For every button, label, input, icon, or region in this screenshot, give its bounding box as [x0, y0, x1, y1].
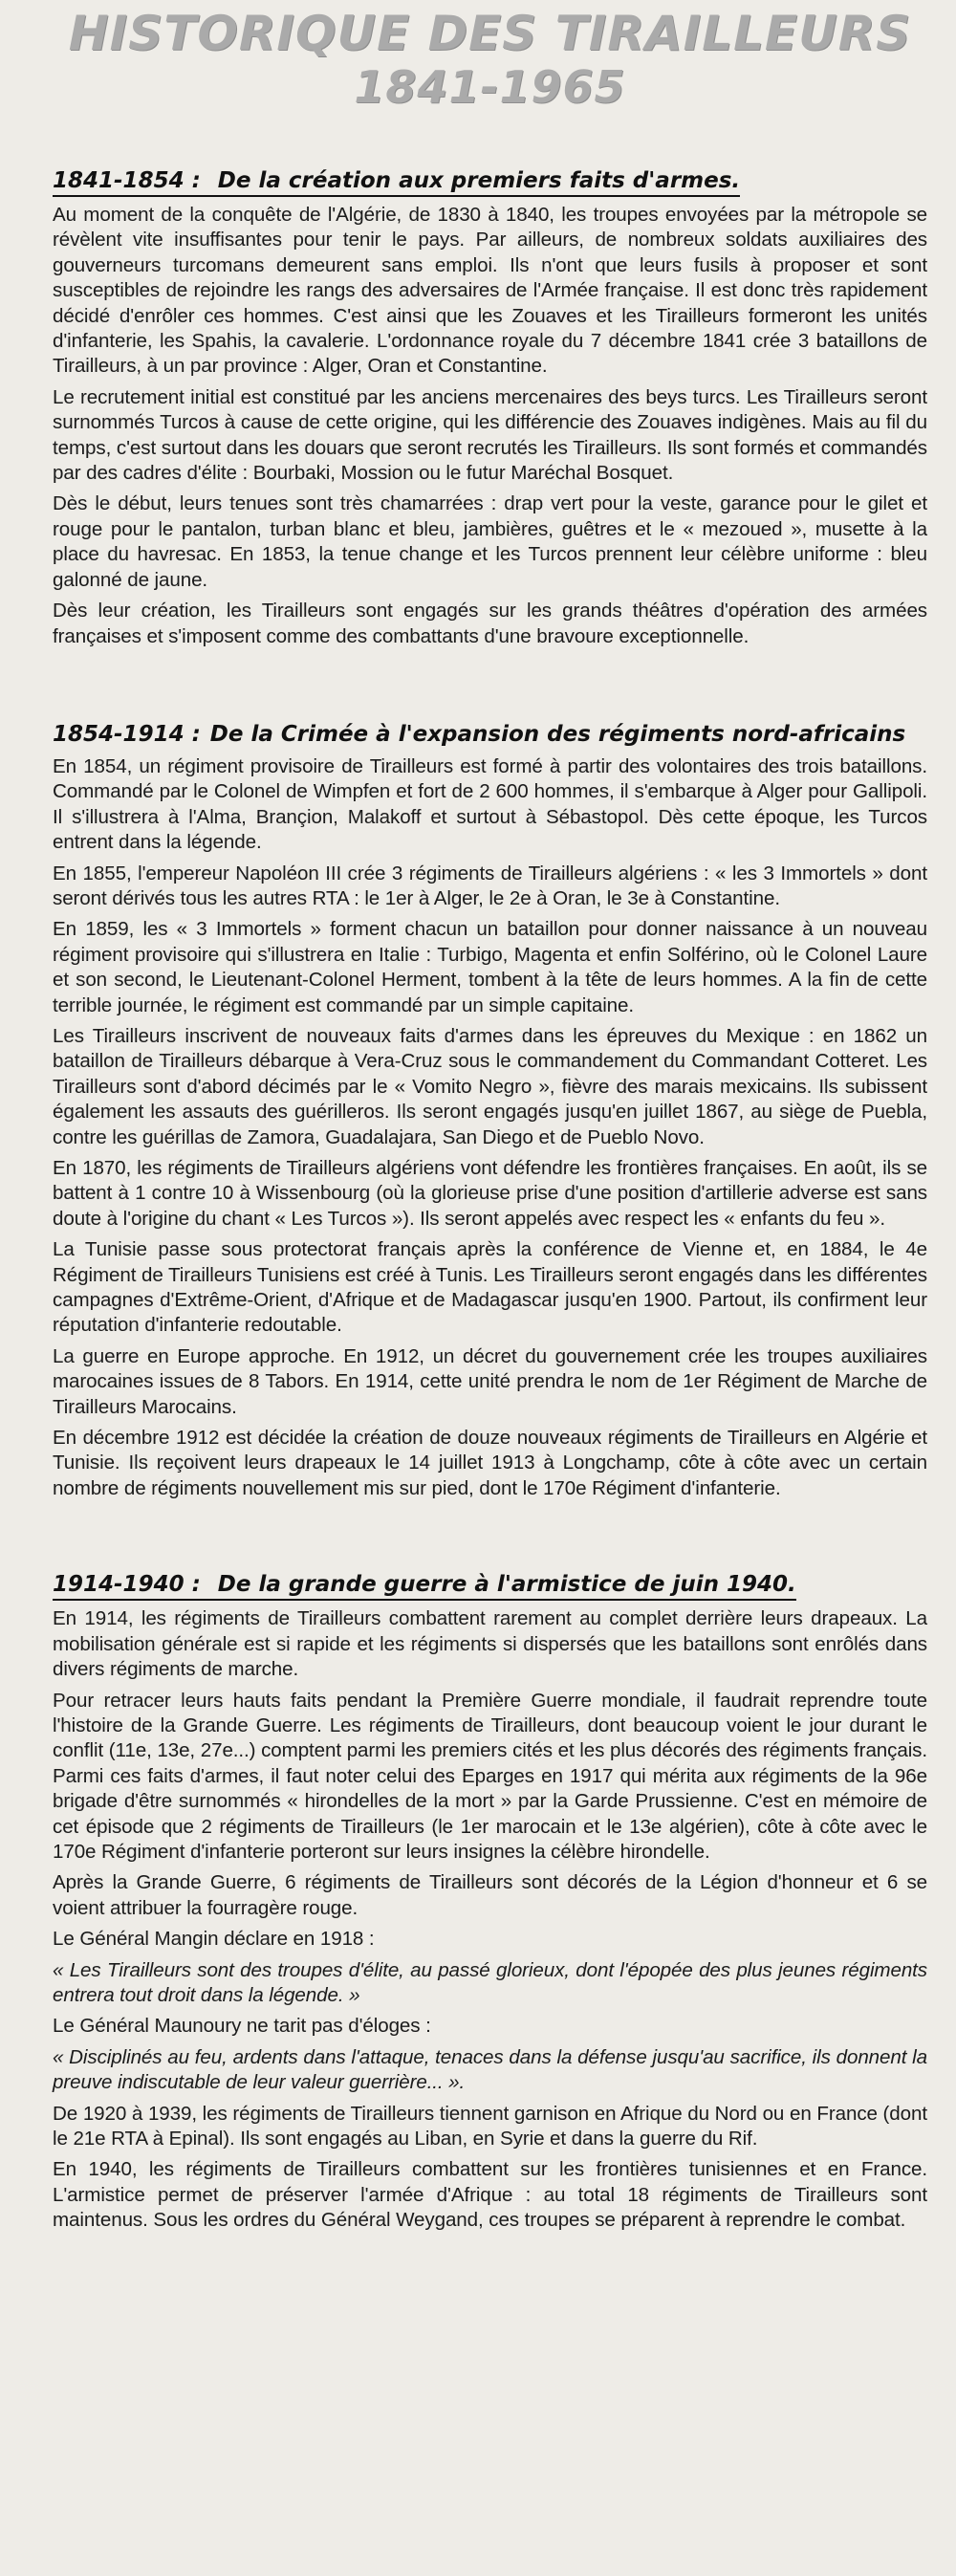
section-heading — [53, 720, 927, 749]
section-heading-wrap — [53, 166, 740, 197]
paragraph: En 1940, les régiments de Tirailleurs combattent sur les frontières tunisiennes et en France. L'armistice permet de préserver l'armée d'Afrique : au total 18 régiments de Tirailleurs sont maintenus. Sous les ordres du Général Weygand, ces troupes se préparent à reprendre le combat. — [53, 2158, 927, 2232]
paragraph: En 1854, un régiment provisoire de Tirailleurs est formé à partir des volontaires des trois bataillons. Commandé par le Colonel de Wimpfen et fort de 2 600 hommes, il s'embarque à Alger pour Gallipoli. Il s'illustrera à l'Alma, Brançion, Malakoff et surtout à Sébastopol. Dès cette époque, les Turcos entrent dans la légende. — [53, 754, 927, 854]
quote-maunoury: « Disciplinés au feu, ardents dans l'attaque, tenaces dans la défense jusqu'au sacrifice, ils donnent la preuve indiscutable de leur valeur guerrière... ». — [53, 2045, 927, 2094]
paragraph: En 1855, l'empereur Napoléon III crée 3 régiments de Tirailleurs algériens : « les 3 Immortels » dont seront dérivés tous les autres RTA : le 1er à Alger, le 2e à Oran, le 3e à Constantine. — [53, 862, 927, 909]
paragraph: La guerre en Europe approche. En 1912, un décret du gouvernement crée les troupes auxiliaires marocaines issues de 8 Tabors. En 1914, cette unité prendra le nom de 1er Régiment de Marche de Tirailleurs Marocains. — [53, 1344, 927, 1418]
section-1914-1940 — [53, 1570, 927, 2233]
paragraph: Pour retracer leurs hauts faits pendant la Première Guerre mondiale, il faudrait reprendre toute l'histoire de la Grande Guerre. Les régiments de Tirailleurs, dont beaucoup voient le jour durant le conflit (11e, 13e, 27e...) comptent parmi les premiers cités et les plus décorés des régiments français. Parmi ces faits d'armes, il faut noter celui des Eparges en 1917 qui mérita aux régiments de la 96e brigade d'être surnommés « hirondelles de la mort » par la Garde Prussienne. C'est en mémoire de cet épisode que 2 régiments de Tirailleurs (le 1er marocain et le 13e algérien), côte à côte avec le 170e Régiment d'infanterie porteront sur leurs insignes la célèbre hirondelle. — [53, 1689, 927, 1863]
quote-mangin: « Les Tirailleurs sont des troupes d'élite, au passé glorieux, dont l'épopée des plus jeunes régiments entrera tout droit dans la légende. » — [53, 1958, 927, 2006]
paragraph: En 1914, les régiments de Tirailleurs combattent rarement au complet derrière leurs drapeaux. La mobilisation générale est si rapide et les régiments si dispersés que les bataillons sont enrôlés dans divers régiments de marche. — [53, 1607, 927, 1681]
paragraph: Le Général Maunoury ne tarit pas d'éloges : — [53, 2015, 431, 2038]
paragraph: Le recrutement initial est constitué par les anciens mercenaires des beys turcs. Les Tirailleurs seront surnommés Turcos à cause de cette origine, qui les différencie des Zouaves indigènes. Mais au fil du temps, c'est surtout dans les douars que seront recrutés les Tirailleurs. Ils sont formés et commandés par des cadres d'élite : Bourbaki, Mossion ou le futur Maréchal Bosquet. — [53, 385, 927, 485]
section-1841-1854 — [53, 166, 927, 649]
paragraph: La Tunisie passe sous protectorat français après la conférence de Vienne et, en 1884, le 4e Régiment de Tirailleurs Tunisiens est créé à Tunis. Les Tirailleurs seront engagés dans les différentes campagnes d'Extrême-Orient, d'Afrique et de Madagascar jusqu'en 1900. Partout, ils confirment leur réputation d'infanterie redoutable. — [53, 1238, 927, 1337]
paragraph: Dès leur création, les Tirailleurs sont engagés sur les grands théâtres d'opération des armées françaises et s'imposent comme des combattants d'une bravoure exceptionnelle. — [53, 600, 927, 647]
paragraph: Le Général Mangin déclare en 1918 : — [53, 1928, 375, 1951]
page-title-dates: 1841-1965 — [354, 61, 626, 113]
section-heading-wrap — [53, 1570, 796, 1601]
paragraph: Les Tirailleurs inscrivent de nouveaux faits d'armes dans les épreuves du Mexique : en 1862 un bataillon de Tirailleurs débarque à Vera-Cruz sous le commandement du Commandant Cotteret. Les Tirailleurs sont d'abord décimés par le « Vomito Negro », fièvre des marais mexicains. Ils subissent également les assauts des guérilleros. Ils seront engagés jusqu'en juillet 1867, au siège de Puebla, contre les guérillas de Zamora, Guadalajara, San Diego et de Pueblo Novo. — [53, 1024, 927, 1148]
paragraph: En décembre 1912 est décidée la création de douze nouveaux régiments de Tirailleurs en Algérie et Tunisie. Ils reçoivent leurs drapeaux le 14 juillet 1913 à Longchamp, côte à côte avec un certain nombre de régiments nouvellement mis sur pied, dont le 170e Régiment d'infanterie. — [53, 1427, 927, 1499]
section-heading — [53, 1570, 927, 1601]
section-heading — [53, 166, 927, 197]
paragraph: Au moment de la conquête de l'Algérie, de 1830 à 1840, les troupes envoyées par la métropole se révèlent vite insuffisantes pour tenir le pays. Par ailleurs, de nombreux soldats auxiliaires des gouverneurs turcomans demeurent sans emploi. Ils n'ont que leurs fusils à proposer et sont susceptibles de rejoindre les rangs des adversaires de l'Armée française. Il est donc très rapidement décidé d'enrôler ces hommes. C'est ainsi que les Zouaves et les Tirailleurs formeront les unités d'infanterie, les Spahis, la cavalerie. L'ordonnance royale du 7 décembre 1841 crée 3 bataillons de Tirailleurs, à un par province : Alger, Oran et Constantine. — [53, 204, 927, 378]
section-date: 1914-1940 : — [53, 1572, 201, 1598]
section-title: De la grande guerre à l'armistice de juin 1940. — [217, 1572, 796, 1598]
paragraph: De 1920 à 1939, les régiments de Tirailleurs tiennent garnison en Afrique du Nord ou en France (dont le 21e RTA à Epinal). Ils sont engagés au Liban, en Syrie et dans la guerre du Rif. — [53, 2102, 927, 2150]
section-title: De la Crimée à l'expansion des régiments nord-africains — [209, 721, 906, 747]
paragraph: En 1870, les régiments de Tirailleurs algériens vont défendre les frontières françaises. En août, ils se battent à 1 contre 10 à Wissenbourg (où la glorieuse prise d'une position d'artillerie adverse est sans doute à l'origine du chant « Les Turcos »). Ils seront appelés avec respect les « enfants du feu ». — [53, 1157, 927, 1230]
section-1854-1914 — [53, 720, 927, 1501]
section-title: De la création aux premiers faits d'armes. — [217, 168, 741, 193]
page-title: HISTORIQUE DES TIRAILLEURS — [68, 6, 912, 61]
paragraph: Après la Grande Guerre, 6 régiments de Tirailleurs sont décorés de la Légion d'honneur et 6 se voient attribuer la fourragère rouge. — [53, 1871, 927, 1919]
section-date: 1854-1914 : — [53, 721, 201, 747]
paragraph: En 1859, les « 3 Immortels » forment chacun un bataillon pour donner naissance à un nouveau régiment provisoire qui s'illustrera en Italie : Turbigo, Magenta et enfin Solférino, où le Colonel Laure et son second, le Lieutenant-Colonel Herment, tombent à la tête de leurs hommes. A la fin de cette terrible journée, le régiment est commandé par un simple capitaine. — [53, 918, 927, 1016]
paragraph: Dès le début, leurs tenues sont très chamarrées : drap vert pour la veste, garance pour le gilet et rouge pour le pantalon, turban blanc et bleu, jambières, guêtres et le « mezoued », musette à la place du havresac. En 1853, la tenue change et les Turcos prennent leur célèbre uniforme : bleu galonné de jaune. — [53, 492, 927, 591]
section-date: 1841-1854 : — [53, 168, 201, 193]
